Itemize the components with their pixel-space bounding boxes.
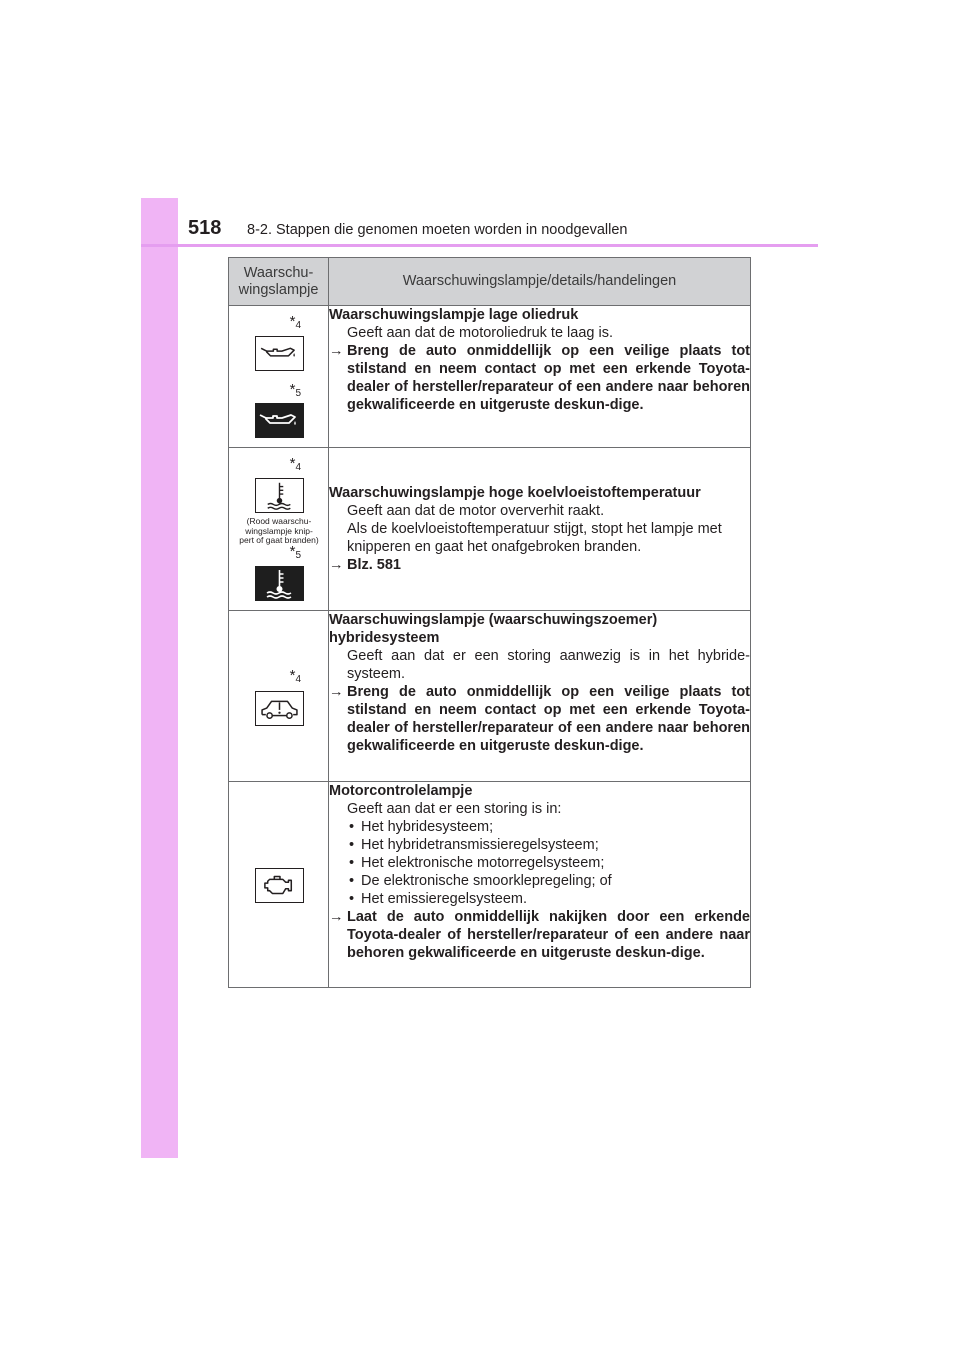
lamp-note-l1: (Rood waarschu- — [246, 516, 312, 526]
lamp-cell — [229, 611, 329, 782]
arrow-icon: → — [329, 557, 344, 573]
coolant-temperature-icon — [255, 478, 304, 513]
lamp-note — [229, 517, 329, 546]
arrow-icon: → — [329, 909, 344, 925]
arrow-icon: → — [329, 684, 344, 700]
coolant-temperature-filled-icon — [255, 566, 304, 601]
list-item-text: Het hybridesysteem; — [361, 819, 494, 835]
section-title: 8-2. Stappen die genomen moeten worden in noodgevallen — [247, 222, 628, 238]
bullet-icon: • — [349, 873, 355, 889]
footnote-mark: $*_4$ — [289, 667, 301, 685]
table-row — [229, 306, 751, 448]
lamp-note-l2: wingslampje knip- — [245, 525, 313, 536]
list-item — [329, 818, 750, 836]
list-item-text: De elektronische smoorklepregeling; of — [361, 873, 612, 889]
table-header-row — [229, 258, 751, 306]
lamp-title: Waarschuwingslampje hoge koelvloeistoftemperatuur — [329, 485, 701, 501]
list-item — [329, 872, 750, 890]
list-item-text: Het emissieregelsysteem. — [361, 891, 527, 907]
lamp-description: Als de koelvloeistoftemperatuur stijgt, stopt het lampje met knipperen en gaat het onafgebroken branden. — [347, 521, 722, 555]
lamp-cell — [229, 782, 329, 988]
lamp-description: Geeft aan dat de motoroliedruk te laag is. — [347, 325, 613, 341]
hybrid-system-warning-icon — [255, 691, 304, 726]
bullet-icon: • — [349, 837, 355, 853]
table-row — [229, 448, 751, 611]
chapter-sidebar-tab — [141, 198, 178, 1158]
lamp-description: Geeft aan dat er een storing aanwezig is in het hybride-systeem. — [347, 648, 750, 682]
lamp-title: Waarschuwingslampje (waarschuwingszoemer) hybridesysteem — [329, 612, 658, 646]
page-number: 518 — [188, 217, 222, 239]
lamp-action — [329, 556, 750, 574]
list-item-text: Het elektronische motorregelsysteem; — [361, 855, 605, 871]
list-item-text: Het hybridetransmissieregelsysteem; — [361, 837, 599, 853]
oil-pressure-icon — [255, 336, 304, 371]
lamp-details — [329, 782, 751, 988]
lamp-title: Motorcontrolelampje — [329, 783, 473, 799]
col-header-lamp-l1: Waarschu- — [243, 264, 314, 281]
footnote-mark: $*_4$ — [289, 313, 301, 331]
lamp-description: Geeft aan dat er een storing is in: — [347, 801, 562, 817]
lamp-action — [329, 908, 750, 962]
col-header-lamp-l2: wingslampje — [238, 281, 319, 298]
footnote-mark: $*_5$ — [289, 543, 301, 561]
warning-lights-table — [228, 257, 751, 988]
lamp-details — [329, 448, 751, 611]
bullet-icon: • — [349, 855, 355, 871]
lamp-cell — [229, 448, 329, 611]
header-rule — [141, 244, 818, 247]
bullet-icon: • — [349, 891, 355, 907]
lamp-note-l3: pert of gaat branden) — [239, 535, 319, 545]
lamp-action — [329, 683, 750, 755]
footnote-mark: $*_4$ — [289, 455, 301, 473]
table-row — [229, 611, 751, 782]
arrow-icon: → — [329, 343, 344, 359]
table-row — [229, 782, 751, 988]
lamp-action-text: Breng de auto onmiddellijk op een veilige plaats tot stilstand en neem contact op met een erkende Toyota-dealer of hersteller/reparateur of een andere naar behoren gekwalificeerde en uitgeruste deskun-dige. — [347, 343, 750, 413]
oil-pressure-filled-icon — [255, 403, 304, 438]
lamp-action-text: Breng de auto onmiddellijk op een veilige plaats tot stilstand en neem contact op met een erkende Toyota-dealer of hersteller/reparateur of een andere naar behoren gekwalificeerde en uitgeruste deskun-dige. — [347, 684, 750, 754]
lamp-action — [329, 342, 750, 414]
lamp-title: Waarschuwingslampje lage oliedruk — [329, 307, 579, 323]
lamp-description: Geeft aan dat de motor oververhit raakt. — [347, 503, 605, 519]
lamp-action-text: Blz. 581 — [347, 557, 401, 573]
footnote-mark: $*_5$ — [289, 381, 301, 399]
list-item — [329, 836, 750, 854]
col-header-lamp — [229, 258, 329, 306]
lamp-details — [329, 306, 751, 448]
list-item — [329, 890, 750, 908]
bullet-icon: • — [349, 819, 355, 835]
lamp-cell — [229, 306, 329, 448]
list-item — [329, 854, 750, 872]
check-engine-icon — [255, 868, 304, 903]
col-header-details: Waarschuwingslampje/details/handelingen — [329, 258, 751, 306]
lamp-details — [329, 611, 751, 782]
lamp-action-text: Laat de auto onmiddellijk nakijken door een erkende Toyota-dealer of hersteller/reparateur of een andere naar behoren gekwalificeerde en uitgeruste deskun-dige. — [347, 909, 750, 961]
